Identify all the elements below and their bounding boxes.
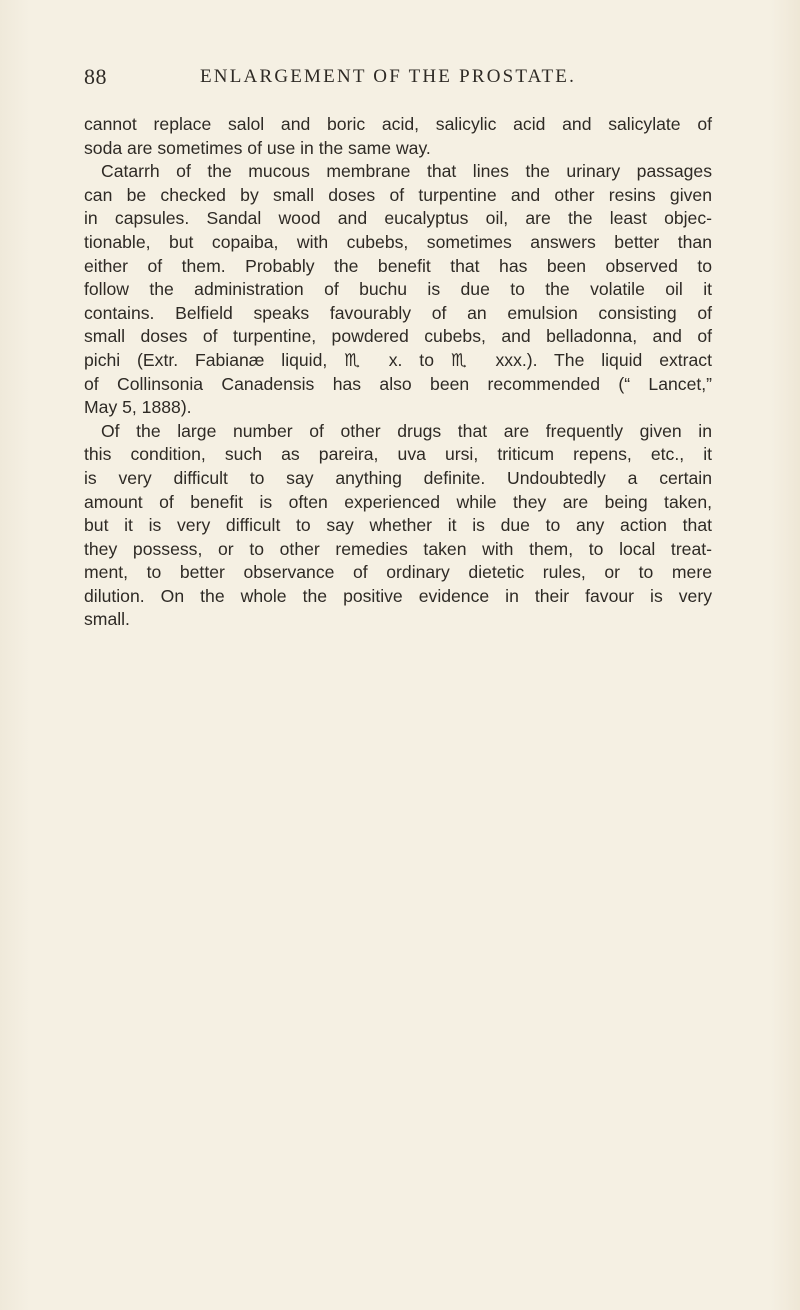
text-line: small. [84,609,130,630]
text-line: of Collinsonia Canadensis has also been recommended (“ Lancet,” [84,373,712,394]
text-line: can be checked by small doses of turpentine and other resins given [84,184,712,205]
text-line: soda are sometimes of use in the same way. [84,137,431,158]
text-line: amount of benefit is often experienced while they are being taken, [84,491,712,512]
text-line: contains. Belfield speaks favourably of an emulsion consisting of [84,302,712,323]
running-head [84,64,724,92]
text-line: is very difficult to say anything definite. Undoubtedly a certain [84,467,712,488]
text-line: but it is very difficult to say whether it is due to any action that [84,515,712,536]
text-line: follow the administration of buchu is due to the volatile oil it [84,279,712,300]
text-line: Catarrh of the mucous membrane that lines the urinary passages [101,161,712,182]
text-line: tionable, but copaiba, with cubebs, sometimes answers better than [84,231,712,252]
text-line: this condition, such as pareira, uva ursi, triticum repens, etc., it [84,444,712,465]
body-text [84,113,712,632]
text-line: dilution. On the whole the positive evidence in their favour is very [84,585,712,606]
text-line: small doses of turpentine, powdered cubebs, and belladonna, and of [84,326,712,347]
text-line: they possess, or to other remedies taken with them, to local treat- [84,538,712,559]
running-title: ENLARGEMENT OF THE PROSTATE. [200,66,577,87]
text-line: May 5, 1888). [84,397,192,418]
text-line: pichi (Extr. Fabianæ liquid, ♏ x. to ♏ xxx.). The liquid extract [84,349,712,370]
text-line: cannot replace salol and boric acid, salicylic acid and salicylate of [84,114,712,134]
text-line: ment, to better observance of ordinary dietetic rules, or to mere [84,562,712,583]
text-line: Of the large number of other drugs that are frequently given in [101,420,712,441]
text-line: in capsules. Sandal wood and eucalyptus oil, are the least objec- [84,208,712,229]
text-line: either of them. Probably the benefit that has been observed to [84,255,712,276]
page-number: 88 [84,64,107,89]
